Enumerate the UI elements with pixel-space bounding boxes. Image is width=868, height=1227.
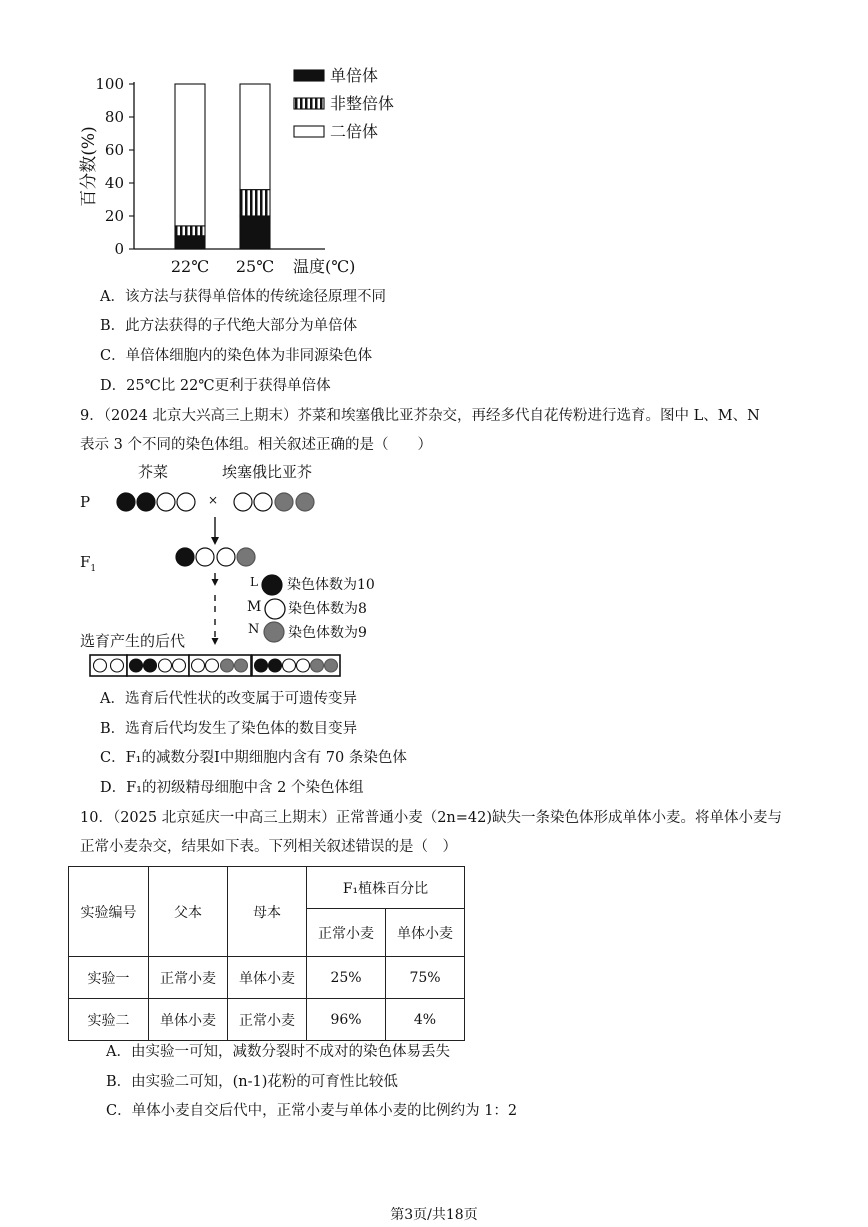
bar-segment [175, 236, 205, 249]
offspring-label: 选育产生的后代 [80, 632, 186, 650]
q10-option-c: C．单体小麦自交后代中，正常小麦与单体小麦的比例约为 1：2 [106, 1103, 518, 1119]
header-f1-percentage: F₁植株百分比 [307, 867, 465, 909]
q9-option-b: B．选育后代均发生了染色体的数目变异 [100, 721, 358, 737]
bar-segment [175, 84, 205, 226]
page-footer: 第3页/共18页 [390, 1207, 478, 1223]
legend-key-n: N [248, 622, 260, 637]
bar-segment [240, 84, 270, 190]
header-normal-wheat: 正常小麦 [307, 909, 386, 957]
x-tick-label: 22℃ [170, 257, 210, 276]
chromosome-diagram [0, 455, 420, 685]
q10-stem-line2: 正常小麦杂交，结果如下表。下列相关叙述错误的是（ ） [80, 839, 457, 855]
q10-option-b: B．由实验二可知，(n-1)花粉的可育性比较低 [106, 1074, 398, 1090]
header-monosomic-wheat: 单体小麦 [386, 909, 465, 957]
q8-option-c: C．单倍体细胞内的染色体为非同源染色体 [100, 348, 373, 364]
q8-option-d: D．25℃比 22℃更利于获得单倍体 [100, 378, 331, 394]
experiment-table [68, 866, 465, 1041]
cell-father: 单体小麦 [149, 999, 228, 1041]
p-label: P [80, 493, 91, 511]
cell-father: 正常小麦 [149, 957, 228, 999]
q10-stem-line1: 10．（2025 北京延庆一中高三上期末）正常普通小麦（2n=42)缺失一条染色体形成单体小麦。将单体小麦与 [80, 810, 783, 826]
chromosome-circles [0, 455, 420, 685]
cell-mother: 单体小麦 [228, 957, 307, 999]
table-row [69, 957, 465, 999]
legend-label: 非整倍体 [330, 94, 395, 113]
legend-label: 单倍体 [330, 66, 379, 85]
q8-option-b: B．此方法获得的子代绝大部分为单倍体 [100, 318, 358, 334]
legend-label: 二倍体 [330, 122, 379, 141]
legend-text-l: 染色体数为10 [287, 577, 375, 593]
q10-option-a: A．由实验一可知，减数分裂时不成对的染色体易丢失 [106, 1044, 450, 1060]
cell-normal: 25% [307, 957, 386, 999]
bar-segment [175, 226, 205, 236]
x-tick-label: 25℃ [235, 257, 275, 276]
legend-key-m: M [247, 599, 262, 615]
cell-id: 实验二 [69, 999, 149, 1041]
parent2-label: 埃塞俄比亚芥 [222, 463, 313, 481]
y-axis-label: 百分数(%) [79, 126, 99, 207]
y-tick-label: 0 [114, 240, 124, 258]
header-experiment-id: 实验编号 [69, 867, 149, 957]
y-tick-label: 60 [104, 141, 124, 159]
legend-swatch [294, 98, 324, 109]
legend-key-l: L [250, 575, 258, 589]
bar-segment [240, 216, 270, 249]
offspring-genomes [90, 655, 340, 676]
f1-genome [176, 548, 255, 566]
x-axis-label: 温度(℃) [293, 257, 356, 276]
bar-segment [240, 190, 270, 216]
y-tick-label: 40 [104, 174, 124, 192]
y-tick-label: 80 [104, 108, 124, 126]
q9-stem-line1: 9．（2024 北京大兴高三上期末）芥菜和埃塞俄比亚芥杂交，再经多代自花传粉进行选育。图中 L、M、N [80, 408, 760, 424]
parent2-genome [234, 493, 314, 511]
q8-option-a: A．该方法与获得单倍体的传统途径原理不同 [100, 289, 386, 305]
legend-text-n: 染色体数为9 [288, 625, 367, 641]
header-mother: 母本 [228, 867, 307, 957]
parent1-label: 芥菜 [138, 463, 169, 481]
q9-option-c: C．F₁的减数分裂Ⅰ中期细胞内含有 70 条染色体 [100, 750, 407, 766]
q9-option-d: D．F₁的初级精母细胞中含 2 个染色体组 [100, 780, 364, 796]
parent1-genome [117, 493, 195, 511]
cross-symbol: × [208, 493, 219, 507]
legend-swatch [294, 126, 324, 137]
table-row [69, 999, 465, 1041]
cell-id: 实验一 [69, 957, 149, 999]
cell-normal: 96% [307, 999, 386, 1041]
q9-stem-line2: 表示 3 个不同的染色体组。相关叙述正确的是（ ） [80, 437, 432, 453]
y-tick-label: 20 [104, 207, 124, 225]
legend-swatch [294, 70, 324, 81]
f1-label: $F_1$ [80, 553, 97, 574]
legend-text-m: 染色体数为8 [288, 601, 367, 617]
y-tick-label: 100 [95, 75, 124, 93]
cell-mono: 75% [386, 957, 465, 999]
bar-chart [70, 60, 420, 280]
cell-mono: 4% [386, 999, 465, 1041]
cell-mother: 正常小麦 [228, 999, 307, 1041]
q9-option-a: A．选育后代性状的改变属于可遗传变异 [100, 691, 357, 707]
header-father: 父本 [149, 867, 228, 957]
